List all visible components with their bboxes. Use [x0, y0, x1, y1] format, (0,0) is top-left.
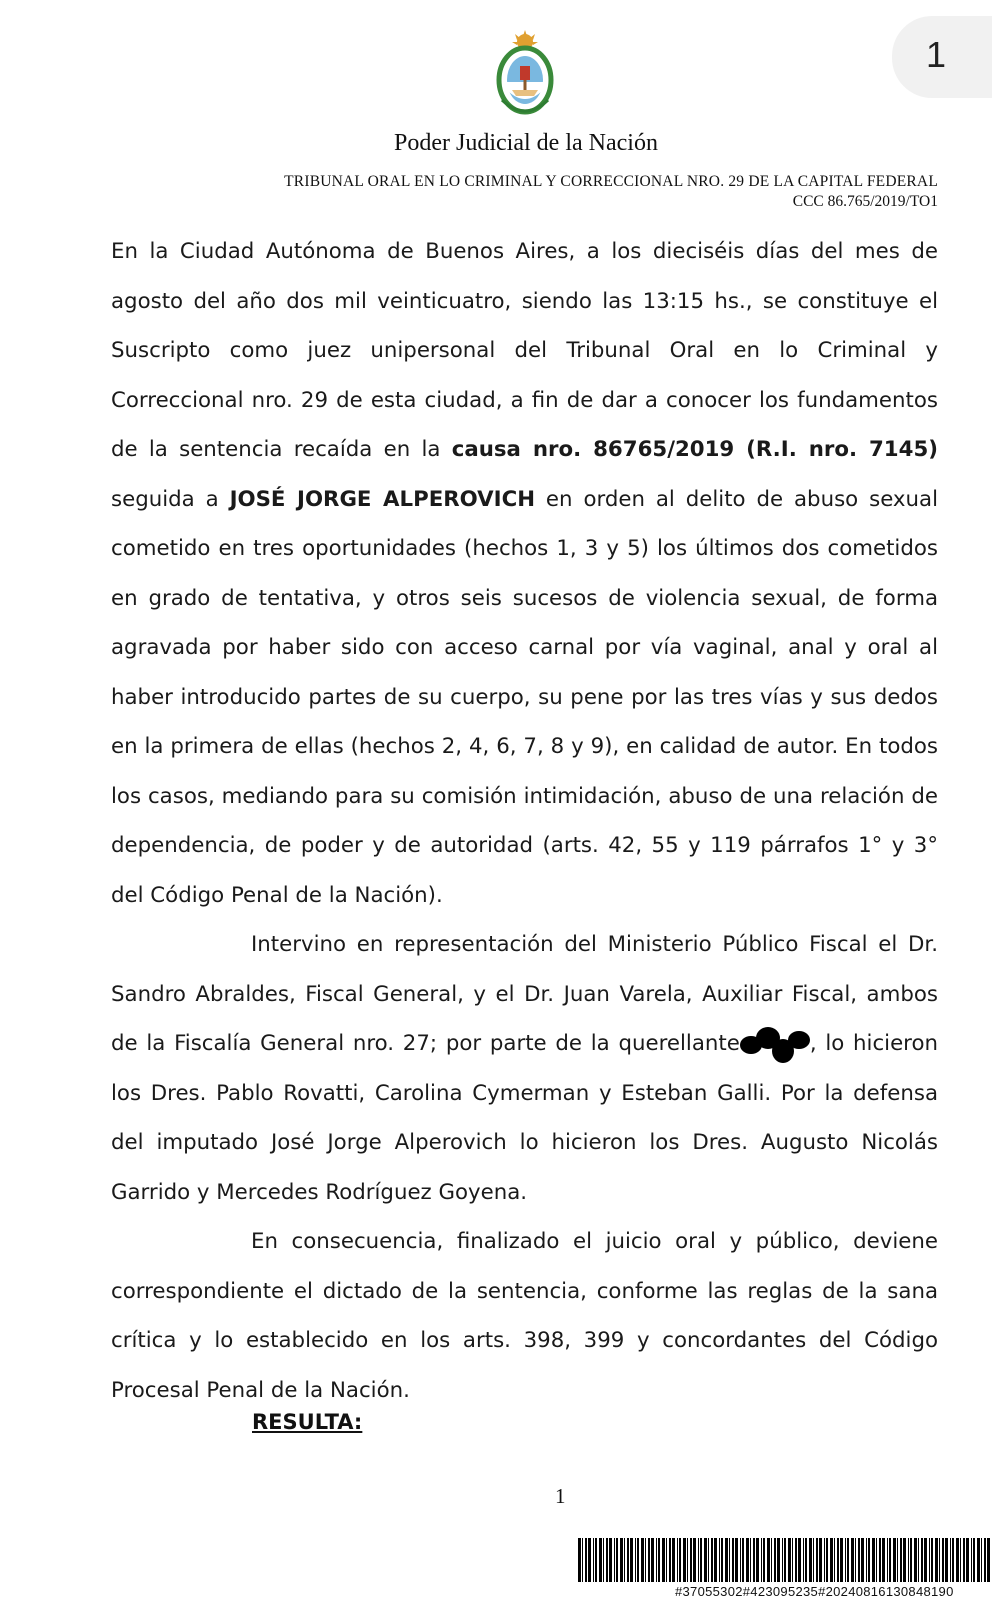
- barcode-bar: [805, 1538, 807, 1582]
- barcode-bar: [711, 1538, 713, 1582]
- barcode-bar: [834, 1538, 835, 1582]
- barcode-bar: [700, 1538, 702, 1582]
- barcode-bar: [721, 1538, 723, 1582]
- barcode-bar: [813, 1538, 814, 1582]
- barcode-bar: [876, 1538, 877, 1582]
- barcode-bar: [641, 1538, 644, 1582]
- barcode-bar: [614, 1538, 615, 1582]
- barcode-bar: [763, 1538, 765, 1582]
- barcode-bar: [578, 1538, 581, 1582]
- barcode-bar: [897, 1538, 898, 1582]
- barcode-bar: [868, 1538, 870, 1582]
- barcode-bar: [662, 1538, 665, 1582]
- court-name: TRIBUNAL ORAL EN LO CRIMINAL Y CORRECCIONAL NRO. 29 DE LA CAPITAL FEDERAL: [284, 173, 938, 190]
- barcode-bar: [784, 1538, 786, 1582]
- barcode-bar: [627, 1538, 629, 1582]
- barcode-bar: [599, 1538, 602, 1582]
- footer-page-number: 1: [555, 1484, 566, 1508]
- barcode-bar: [735, 1538, 738, 1582]
- barcode-bar: [824, 1538, 825, 1582]
- barcode-bar: [924, 1538, 927, 1582]
- barcode-bar: [966, 1538, 969, 1582]
- document-body: [111, 227, 938, 1415]
- barcode-bar: [740, 1538, 741, 1582]
- barcode-bar: [708, 1538, 709, 1582]
- defendant-name: JOSÉ JORGE ALPEROVICH: [229, 486, 536, 512]
- page-indicator-badge: [892, 16, 992, 98]
- barcode-bar: [887, 1538, 888, 1582]
- redaction-mark: [740, 1031, 810, 1053]
- barcode-bar: [956, 1538, 959, 1582]
- barcode-bar: [921, 1538, 923, 1582]
- barcode-bar: [866, 1538, 867, 1582]
- barcode-bar: [908, 1538, 909, 1582]
- barcode-bar: [679, 1538, 681, 1582]
- barcode-bar: [858, 1538, 860, 1582]
- barcode-bar: [971, 1538, 972, 1582]
- barcode-bar: [609, 1538, 612, 1582]
- barcode-bar: [851, 1538, 854, 1582]
- barcode-bar: [742, 1538, 744, 1582]
- barcode-bar: [767, 1538, 770, 1582]
- barcode-bar: [792, 1538, 793, 1582]
- barcode-bar: [935, 1538, 938, 1582]
- barcode-bar: [635, 1538, 636, 1582]
- barcode-bar: [672, 1538, 675, 1582]
- barcode-bar: [714, 1538, 717, 1582]
- barcode-bar: [666, 1538, 667, 1582]
- barcode-bar: [782, 1538, 783, 1582]
- page-indicator-number: 1: [926, 34, 947, 75]
- barcode-bar: [837, 1538, 839, 1582]
- barcode-bar: [872, 1538, 875, 1582]
- barcode-bar: [771, 1538, 772, 1582]
- barcode-bar: [677, 1538, 678, 1582]
- barcode-bar: [656, 1538, 657, 1582]
- barcode-bar: [795, 1538, 797, 1582]
- barcode-bar: [914, 1538, 917, 1582]
- paragraph-intro: En la Ciudad Autónoma de Buenos Aires, a los dieciséis días del mes de agosto del año dos mil veinticuatro, siendo las 13:15 hs., se constituye el Suscripto como juez unipersonal del Tribunal Oral en lo Criminal y Correccional nro. 29 de esta ciudad, a fin de dar a conocer los fundamentos de la sentencia recaída en la causa nro. 86765/2019 (R.I. nro. 7145) seguida a JOSÉ JORGE ALPEROVICH en orden al delito de abuso sexual cometido en tres oportunidades (hechos 1, 3 y 5) los últimos dos cometidos en grado de tentativa, y otros seis sucesos de violencia sexual, de forma agravada por haber sido con acceso carnal por vía vaginal, anal y oral al haber introducido partes de su cuerpo, su pene por las tres vías y sus dedos en la primera de ellas (hechos 2, 4, 6, 7, 8 y 9), en calidad de autor. En todos los casos, mediando para su comisión intimidación, abuso de una relación de dependencia, de poder y de autoridad (arts. 42, 55 y 119 párrafos 1° y 3° del Código Penal de la Nación).: [111, 239, 938, 908]
- barcode-bar: [658, 1538, 660, 1582]
- barcode-bar: [950, 1538, 951, 1582]
- barcode-bar: [719, 1538, 720, 1582]
- barcode-bar: [963, 1538, 965, 1582]
- barcode-bar: [900, 1538, 902, 1582]
- barcode-bar: [606, 1538, 608, 1582]
- barcode-bar: [939, 1538, 940, 1582]
- section-heading-resulta: RESULTA:: [252, 1410, 363, 1434]
- barcode-bar: [645, 1538, 646, 1582]
- barcode-bar: [984, 1538, 986, 1582]
- barcode-bar: [918, 1538, 919, 1582]
- barcode-bar: [942, 1538, 944, 1582]
- barcode-bar: [826, 1538, 828, 1582]
- barcode-bar: [732, 1538, 734, 1582]
- barcode-bar: [746, 1538, 749, 1582]
- barcode-bar: [774, 1538, 776, 1582]
- barcode-bar: [777, 1538, 780, 1582]
- barcode-bar: [648, 1538, 650, 1582]
- barcode-bar: [593, 1538, 594, 1582]
- case-reference: causa nro. 86765/2019 (R.I. nro. 7145): [451, 437, 938, 462]
- barcode-bar: [855, 1538, 856, 1582]
- barcode-bar: [620, 1538, 623, 1582]
- barcode-bar: [693, 1538, 696, 1582]
- barcode-bar: [651, 1538, 654, 1582]
- barcode-bar: [960, 1538, 961, 1582]
- barcode-bar: [929, 1538, 930, 1582]
- barcode-bar: [582, 1538, 583, 1582]
- barcode-bar: [630, 1538, 633, 1582]
- barcode-bar: [931, 1538, 933, 1582]
- barcode-bar: [588, 1538, 591, 1582]
- barcode-bar: [585, 1538, 587, 1582]
- barcode-bar: [809, 1538, 812, 1582]
- barcode-bar: [624, 1538, 625, 1582]
- barcode-bar: [687, 1538, 688, 1582]
- barcode-bar: [847, 1538, 849, 1582]
- barcode-bar: [889, 1538, 891, 1582]
- barcode-text: #37055302#423095235#20240816130848190: [675, 1584, 954, 1599]
- barcode-bar: [616, 1538, 618, 1582]
- barcode-bar: [690, 1538, 692, 1582]
- barcode-bar: [893, 1538, 896, 1582]
- barcode-bar: [973, 1538, 975, 1582]
- barcode-bar: [861, 1538, 864, 1582]
- barcode-bar: [803, 1538, 804, 1582]
- paragraph-conclusion: En consecuencia, finalizado el juicio oral y público, deviene correspondiente el dictado de la sentencia, conforme las reglas de la sana crítica y lo establecido en los arts. 398, 399 y concordantes del Código Procesal Penal de la Nación.: [111, 1229, 938, 1403]
- barcode-bar: [603, 1538, 604, 1582]
- barcode-bar: [830, 1538, 833, 1582]
- document-header-title: Poder Judicial de la Nación: [394, 130, 658, 156]
- barcode-bar: [750, 1538, 751, 1582]
- barcode-bar: [816, 1538, 818, 1582]
- barcode-bar: [798, 1538, 801, 1582]
- barcode-bar: [729, 1538, 730, 1582]
- barcode-bar: [595, 1538, 597, 1582]
- barcode-bar: [753, 1538, 755, 1582]
- barcode-bar: [725, 1538, 728, 1582]
- barcode-bar: [788, 1538, 791, 1582]
- barcode-bar: [683, 1538, 686, 1582]
- barcode-bar: [903, 1538, 906, 1582]
- barcode-bar: [698, 1538, 699, 1582]
- barcode-bar: [952, 1538, 954, 1582]
- barcode-bar: [840, 1538, 843, 1582]
- barcode-bar: [977, 1538, 980, 1582]
- barcode-bar: [669, 1538, 671, 1582]
- barcode-bar: [845, 1538, 846, 1582]
- barcode-bar: [761, 1538, 762, 1582]
- argentine-coat-of-arms-icon: [494, 30, 556, 122]
- barcode-bar: [637, 1538, 639, 1582]
- barcode-bar: [981, 1538, 982, 1582]
- barcode-bar: [819, 1538, 822, 1582]
- barcode: [578, 1538, 992, 1586]
- barcode-bar: [704, 1538, 707, 1582]
- barcode-bar: [756, 1538, 759, 1582]
- barcode-bar: [910, 1538, 912, 1582]
- barcode-bar: [882, 1538, 885, 1582]
- case-number: CCC 86.765/2019/TO1: [792, 193, 938, 210]
- barcode-bar: [879, 1538, 881, 1582]
- barcode-bar: [945, 1538, 948, 1582]
- paragraph-representation: Intervino en representación del Ministerio Público Fiscal el Dr. Sandro Abraldes, Fiscal General, y el Dr. Juan Varela, Auxiliar Fiscal, ambos de la Fiscalía General nro. 27; por parte de la querellante , lo hicieron los Dres. Pablo Rovatti, Carolina Cymerman y Esteban Galli. Por la defensa del imputado José Jorge Alperovich lo hicieron los Dres. Augusto Nicolás Garrido y Mercedes Rodríguez Goyena.: [111, 932, 938, 1205]
- barcode-bar: [987, 1538, 990, 1582]
